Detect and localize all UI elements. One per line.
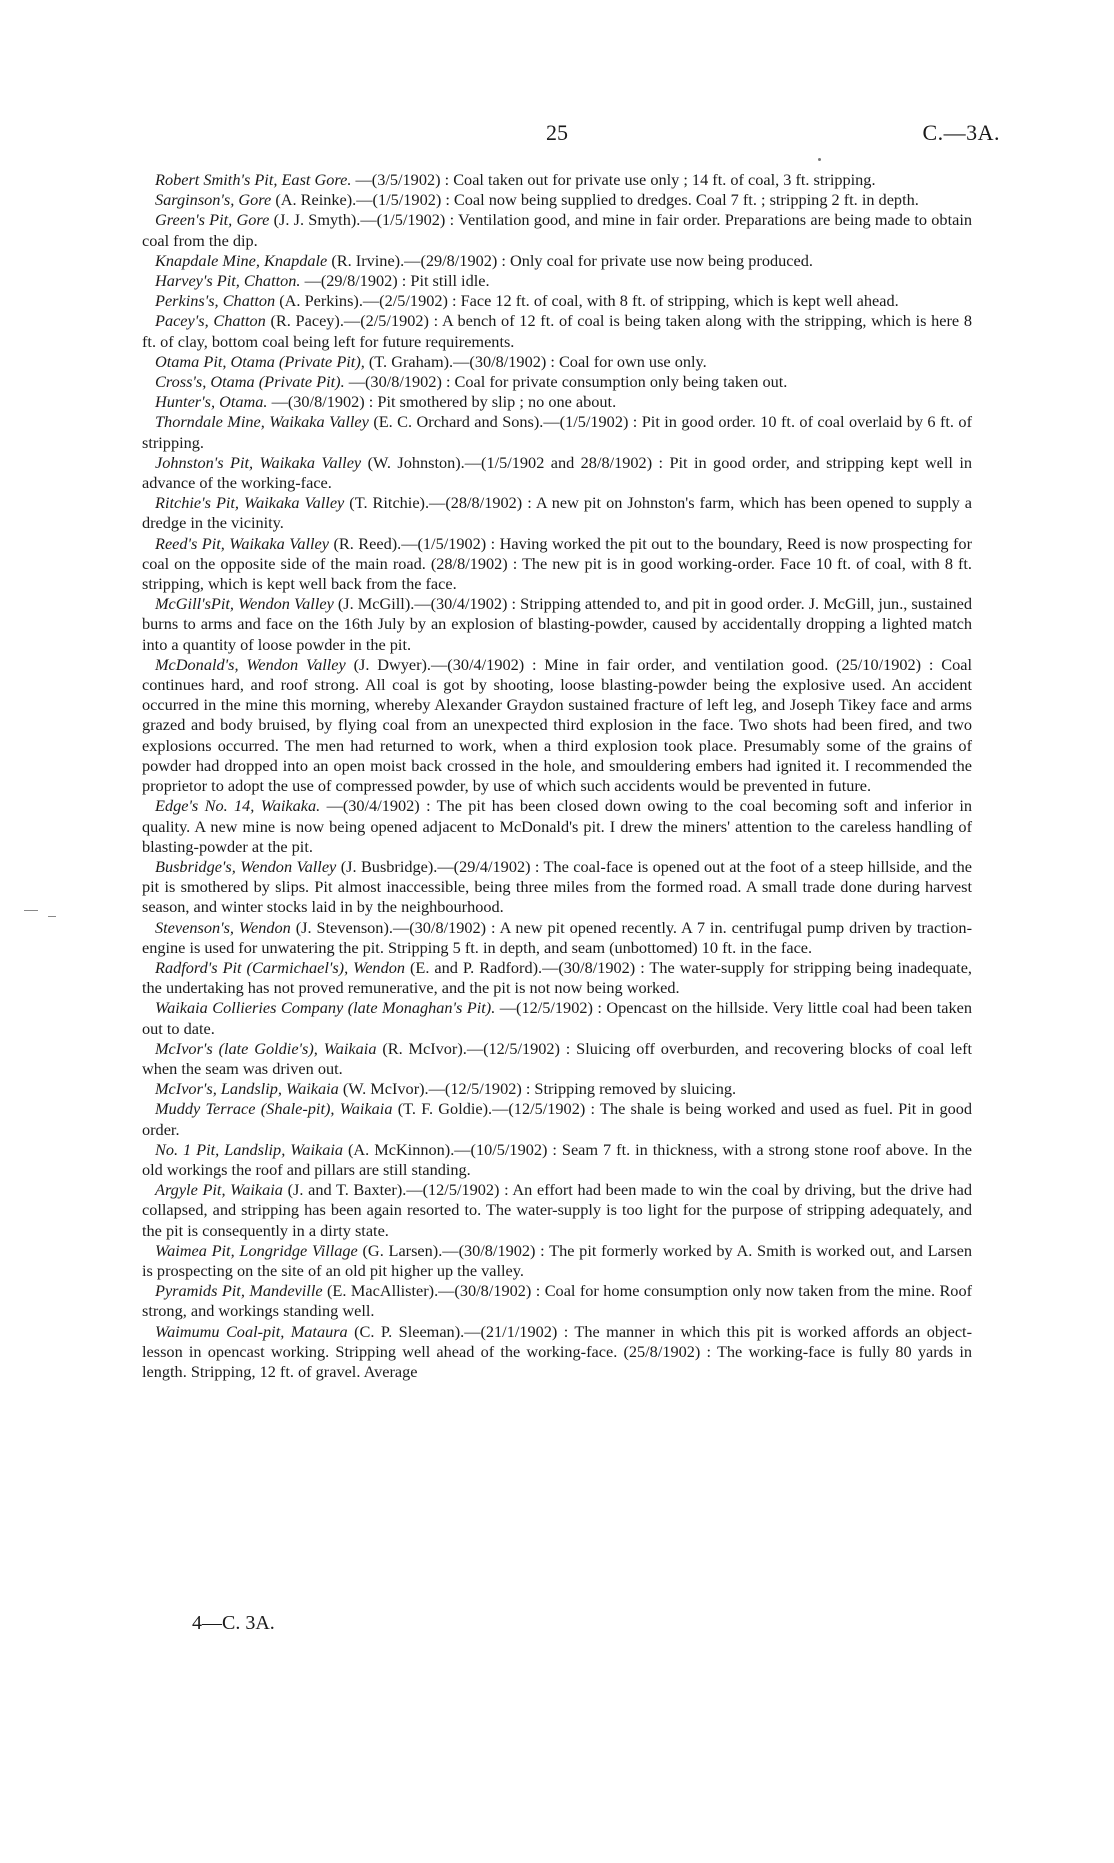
entry-text: (J. Stevenson).—(30/8/1902) : A new pit opened recently. A 7 in. centrifugal pump driven by traction-engine is used for unwatering the pit. Stripping 5 ft. in depth, and seam (unbottomed) 10 ft. in the face. [142,917,972,957]
report-entry [142,1140,972,1180]
report-entry [142,958,972,998]
report-entry [142,594,972,655]
pit-name: Robert Smith's Pit, East Gore. [155,170,352,189]
margin-tick [24,910,38,911]
pit-name: Edge's No. 14, Waikaka. [155,796,321,816]
margin-tick [48,916,56,917]
report-entry [142,392,972,412]
document-reference: C.—3A. [922,120,1000,145]
pit-name: Perkins's, Chatton [155,291,276,311]
entry-text: (T. Graham).—(30/8/1902) : Coal for own use only. [368,351,707,371]
entry-text: (T. F. Goldie).—(12/5/1902) : The shale is being worked and used as fuel. Pit in good order. [142,1099,973,1139]
pit-name: Pyramids Pit, Mandeville [155,1281,323,1301]
report-entry [142,1099,972,1139]
pit-name: Thorndale Mine, Waikaka Valley [155,412,369,432]
pit-name: Hunter's, Otama. [155,392,268,412]
page-number: 25 [546,120,568,145]
report-entry [142,271,972,291]
pit-name: Ritchie's Pit, Waikaka Valley [155,493,345,513]
entry-text: (T. Ritchie).—(28/8/1902) : A new pit on Johnston's farm, which has been opened to supply a dredge in the vicinity. [142,493,972,533]
pit-name: Waikaia Collieries Company (late Monaghan's Pit). [155,998,496,1018]
pit-name: No. 1 Pit, Landslip, Waikaia [155,1139,344,1159]
pit-name: McDonald's, Wendon Valley [155,654,346,674]
report-entry [142,796,972,857]
report-entry [142,1079,972,1099]
entry-text: (E. and P. Radford).—(30/8/1902) : The water-supply for stripping being inadequate, the undertaking has not proved remunerative, and the pit is not now being worked. [142,957,972,998]
report-entry [142,493,972,533]
entry-text: (J. J. Smyth).—(1/5/1902) : Ventilation good, and mine in fair order. Preparations are being made to obtain coal from the dip. [142,210,972,250]
pit-name: Sarginson's, Gore [155,190,272,210]
entry-text: —(3/5/1902) : Coal taken out for private use only ; 14 ft. of coal, 3 ft. stripping. [355,170,876,189]
pit-name: Otama Pit, Otama (Private Pit), [155,351,365,371]
entry-text: —(30/8/1902) : Coal for private consumption only being taken out. [348,372,788,392]
pit-name: McIvor's, Landslip, Waikaia [155,1079,339,1099]
report-entry [142,534,972,595]
pit-name: Muddy Terrace (Shale-pit), Waikaia [155,1099,393,1119]
report-entry [142,918,972,958]
entry-text: (A. Perkins).—(2/5/1902) : Face 12 ft. of coal, with 8 ft. of stripping, which is kept well ahead. [279,291,899,311]
report-entry [142,1039,972,1079]
report-entry [142,1241,972,1281]
margin-mark [818,158,821,161]
entry-text: (G. Larsen).—(30/8/1902) : The pit formerly worked by A. Smith is worked out, and Larsen is prospecting on the site of an old pit higher up the valley. [142,1240,972,1280]
entry-text: (R. McIvor).—(12/5/1902) : Sluicing off overburden, and recovering blocks of coal left when the seam was driven out. [142,1038,973,1078]
report-entry [142,170,972,190]
entry-text: (A. Reinke).—(1/5/1902) : Coal now being supplied to dredges. Coal 7 ft. ; stripping 2 ft. in depth. [275,190,919,210]
pit-name: Radford's Pit (Carmichael's), Wendon [155,957,405,977]
pit-name: Pacey's, Chatton [155,311,266,331]
report-entry [142,190,972,210]
pit-name: Johnston's Pit, Waikaka Valley [155,452,362,472]
entry-text: (A. McKinnon).—(10/5/1902) : Seam 7 ft. in thickness, with a strong stone roof above. In the old workings the roof and pillars are still standing. [142,1139,973,1179]
report-entry [142,311,972,351]
pit-name: McGill'sPit, Wendon Valley [155,594,334,614]
entry-text: (E. C. Orchard and Sons).—(1/5/1902) : Pit in good order. 10 ft. of coal overlaid by 6 ft. of stripping. [142,412,972,452]
pit-name: McIvor's (late Goldie's), Waikaia [155,1038,377,1058]
report-entry [142,291,972,311]
report-entry [142,1281,972,1321]
entry-text: (J. Busbridge).—(29/4/1902) : The coal-face is opened out at the foot of a steep hillside, and the pit is smothered by slips. Pit almost inaccessible, being three miles from the formed road. A small trade done during harvest season, and winter stocks laid in by the neighbourhood. [142,856,973,917]
entry-text: —(12/5/1902) : Opencast on the hillside. Very little coal had been taken out to date. [142,998,972,1038]
report-entry [142,412,972,452]
report-entry [142,1322,972,1383]
entry-text: —(30/8/1902) : Pit smothered by slip ; no one about. [271,392,617,412]
pit-name: Waimumu Coal-pit, Mataura [155,1321,348,1341]
pit-name: Waimea Pit, Longridge Village [155,1240,358,1260]
printer-signature: 4—C. 3A. [192,1612,275,1634]
report-entry [142,453,972,493]
pit-name: Knapdale Mine, Knapdale [155,250,328,270]
pit-name: Stevenson's, Wendon [155,917,291,937]
pit-name: Green's Pit, Gore [155,210,270,230]
report-entry [142,352,972,372]
report-entry [142,655,972,796]
pit-name: Cross's, Otama (Private Pit). [155,372,345,392]
entry-text: (J. and T. Baxter).—(12/5/1902) : An effort had been made to win the coal by driving, but the drive had collapsed, and stripping has been again resorted to. The water-supply is too light for the purpose of stripping adequately, and the pit is consequently in a dirty state. [142,1180,973,1240]
entry-text: (R. Pacey).—(2/5/1902) : A bench of 12 ft. of coal is being taken along with the stripping, which is here 8 ft. of clay, bottom coal being left for future requirements. [142,311,972,351]
entry-text: (R. Reed).—(1/5/1902) : Having worked the pit out to the boundary, Reed is now prospecting for coal on the opposite side of the main road. (28/8/1902) : The new pit is in good working-order. Face 10 ft. of coal, with 8 ft. stripping, which is kept well back from the face. [142,533,972,594]
report-entries [142,170,972,1382]
pit-name: Reed's Pit, Waikaka Valley [155,533,330,553]
report-entry [142,251,972,271]
report-entry [142,857,972,918]
report-entry [142,998,972,1038]
entry-text: (W. Johnston).—(1/5/1902 and 28/8/1902) : Pit in good order, and stripping kept well in advance of the working-face. [142,452,972,493]
entry-text: (E. MacAllister).—(30/8/1902) : Coal for home consumption only now taken from the mine. Roof strong, and workings standing well. [142,1281,973,1321]
report-entry [142,372,972,392]
entry-text: —(29/8/1902) : Pit still idle. [304,271,490,291]
entry-text: (C. P. Sleeman).—(21/1/1902) : The manner in which this pit is worked affords an object-lesson in opencast working. Stripping well ahead of the working-face. (25/8/1902) : The working-face is fully 80 yards in length. Stripping, 12 ft. of gravel. Average [142,1321,972,1381]
entry-text: (J. Dwyer).—(30/4/1902) : Mine in fair order, and ventilation good. (25/10/1902) : Coal continues hard, and roof strong. All coal is got by shooting, loose blasting-powder being the explosive used. An accident occurred in the mine this morning, whereby Alexander Graydon sustained fracture of left leg, and Joseph Tikey face and arms grazed and body bruised, by flying coal from an unexpected third explosion in the face. Two shots had been fired, and two explosions occurred. The men had returned to work, when a third explosion took place. Presumably some of the grains of powder had dropped into an open moist back crossed in the hole, and smouldering embers had ignited it. I recommended the proprietor to adopt the use of compressed powder, by use of which such accidents would be prevented in future. [142,654,972,796]
pit-name: Busbridge's, Wendon Valley [155,856,337,876]
entry-text: (J. McGill).—(30/4/1902) : Stripping attended to, and pit in good order. J. McGill, jun., sustained burns to arms and face on the 16th July by an explosion of blasting-powder, caused by accidentally dropping a lighted match into a quantity of loose powder in the pit. [142,594,973,654]
report-entry [142,210,972,250]
pit-name: Argyle Pit, Waikaia [155,1180,283,1200]
entry-text: —(30/4/1902) : The pit has been closed down owing to the coal becoming soft and inferior in quality. A new mine is now being opened adjacent to McDonald's pit. I drew the miners' attention to the careless handling of blasting-powder at the pit. [142,796,972,856]
entry-text: (W. McIvor).—(12/5/1902) : Stripping removed by sluicing. [342,1079,737,1099]
entry-text: (R. Irvine).—(29/8/1902) : Only coal for private use now being produced. [331,250,813,270]
report-entry [142,1180,972,1241]
pit-name: Harvey's Pit, Chatton. [155,271,301,291]
